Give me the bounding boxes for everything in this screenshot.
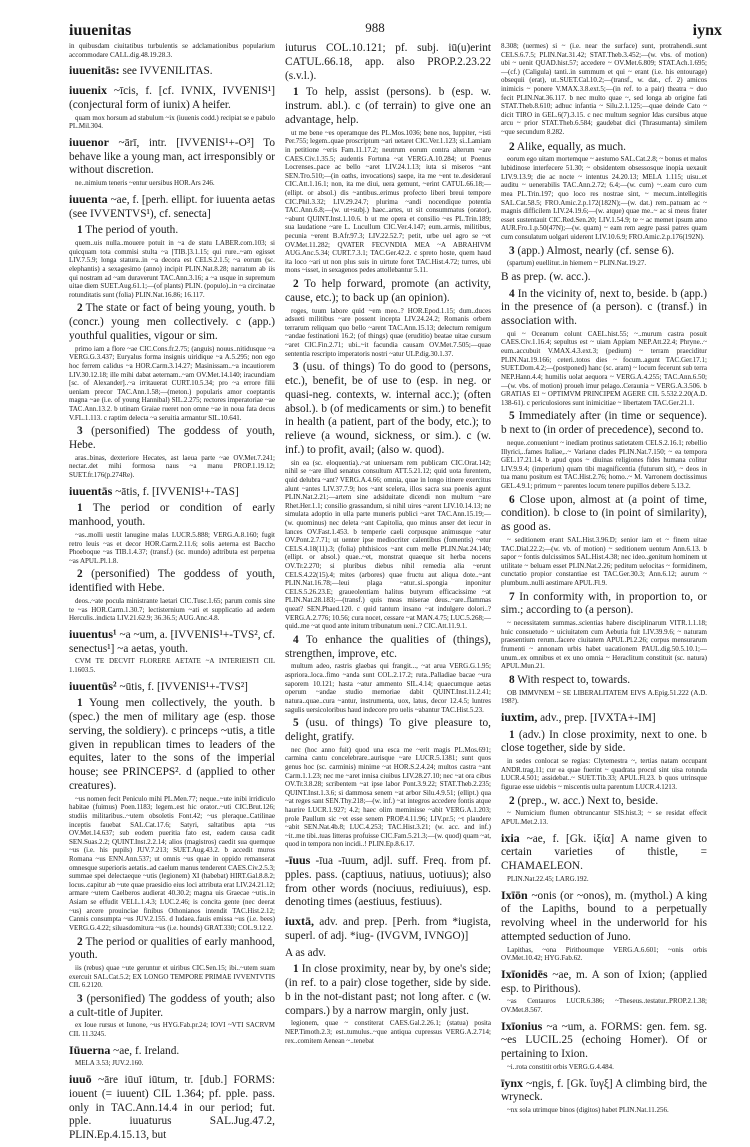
sense-number: 3 [509,244,515,257]
headword: iuuenix [69,83,108,97]
sense-number: 5 [293,717,299,730]
entry-ixia [501,831,707,884]
sense-number: 2 [77,302,83,315]
sense-definition: To help, assist (persons). b (esp. w. instrum. abl.). c (of terrain) to give one an advantage, help. [285,86,491,126]
sense [285,963,491,1018]
sense [501,674,707,688]
sense-definition: In the vicinity of, next to, beside. b (app.) in the presence of (a person). c (transf.) in association with. [501,287,708,328]
citations: neque..conueniunt ~ inediam protinus satietatem CELS.2.16.1; rebellio Illyrici,..fames Italiae,..~ Varianα clades PLIN.Nat.7.150; ~ ea tempora GEL.17.21.14. b apud quos ~ diuinas religiones fides humana colitur LIV.9.9.4; (imperium) quam tibi magnificentia (futurum sit), ~ deos in tua manu positum est TAC.Hist.2.76; homo..~ M. Varronem doctissimus GEL.4.9.1; primum ~ parentes locum tenere pupillos debere 5.13.2. [501,438,707,490]
entry-iuuentus-2 [69,679,275,1039]
column-3 [501,42,707,1119]
sense [285,717,491,745]
sense [69,993,275,1021]
citations: ~ Numicium flumen obtruncantur SIS.hist.3; ~ se residat effecit APUL.Met.2.13. [501,809,707,826]
headword: ixia [501,830,520,845]
entry-meta: ~ae, m. A son of Ixion; (applied esp. to Pirithous). [501,968,707,995]
citations: multum adeo, rastris glaebas qui frangit..., ~at arua VERG.G.1.95; aspriora..loca..fimo ~anda sunt COL.2.17.2; ruta..Palladiae bacae ~ura saporem 10.121; hasta ~atur ammento SIL.4.14; quaecumque aetas operum ~andae studio memoriae dabit QUINT.Inst.11.2.41; natura..quae..cura ~antur, instrumenta, uox, latus, decor 12.4.5; luntres sagulis uersicoloribus haud indecore pro uelis ~abantur TAC.Hist.5.23. [285,662,491,714]
sense-definition: The state or fact of being young, youth. b (concr.) young men collectively. c (app.) youthful qualities, vigour or sim. [69,302,276,342]
sense-number: 1 [509,728,515,741]
entry-meta: adv., prep. [IVXTA+-IM] [540,711,656,724]
sense-number: 5 [509,410,515,423]
sense-definition: (prep., w. acc.) Next to, beside. [517,794,659,807]
continuation-text: 8.308; (uermes) si ~ (i.e. near the surface) sunt, protrahendi..sunt CELS.6.7.5; PLIN.Nat.31.42; STAT.Theb.3.452;—(w. vbs. of motion) ubi ~ uenit QUAD.hist.57; accedere ~ OV.Met.6.809; STAT.Ach.1.695;—(cf.) (Caligula) tanti..in summum et qui ~ erant (i.e. his entourage) obsequii (erat), ut..SUET.Cal.10.2;—(transf., w. dat., cf. 2) amicos inimicis ~ ponere V.MAX.3.8.ext.5;—(in ref. to a pair) theatra ~ duo fecit PLIN.Nat.36.117. b nec multo quae ~, sed longa ab origine fati STAT.Theb.8.610; adhuc infantia ~ Silu.2.1.125;—quae deinde Cato ~ dicit TIRO in GEL.6(7).3.15. c nec multum segnior Idas cursibus atque arcu ~ prior STAT.Theb.6.584; gaudebat dici (Thrasumanta) similem ~que secundum 8.282. [501,42,707,137]
sense [69,224,275,238]
sense-definition: (app.) Almost, nearly (cf. sense 6). [517,244,675,257]
continuation-text: iuturus COL.10.121; pf. subj. iū(u)erint CATUL.66.18, app. also PROP.2.23.22 (s.v.l.). [285,42,491,82]
headword: iuuentās [69,483,113,498]
sense-number: 2 [77,935,83,948]
sense [501,410,707,438]
headword: iuuentūs² [69,678,117,693]
entry-meta: ~a ~um, a. FORMS: gen. fem. sg. ~es LUCIL.25 (echoing Homer). Of or pertaining to Ixion. [501,1020,707,1061]
citations: ~i..rota constitit orbis VERG.G.4.484. [507,1062,614,1071]
sense [69,697,275,793]
sense [69,302,275,343]
sense-definition: (adv.) In close proximity, next to one. b close together, side by side. [501,728,707,755]
entry-iuuo [69,1072,275,1143]
continuation-text: in quibusdam ciuitatibus turbulentis se adclamationibus popularium accommodare CALL.dig.48.19.28.3. [69,42,275,59]
entry-ixionius [501,1019,707,1072]
sense-definition: Close upon, almost at (a point of time, condition). b close to (in point of similarity), as good as. [501,493,707,534]
citations: Lapithas, ~ona Pirithoumque VERG.A.6.601; ~onis orbis OV.Met.10.42; HYG.Fab.62. [501,945,707,963]
citations: ~as..molli uestit lanugine malas LUCR.5.888; VERG.A.8.160; fugit retro leuis ~as et decor HOR.Carm.2.11.6; solis aeterna est Baccho Phoeboque ~as TIB.1.4.37; (transf.) (sc. mundo) adtributa est perpetua ~as APUL.Pl.1.8. [69,530,275,565]
headword: iuxtā, [285,914,315,929]
section-heading: B as prep. (w. acc.). [501,270,591,283]
citations: qui ~ Oceanum colunt CAEL.hist.55; ~..murum castra posuit CAES.Civ.1.16.4; sepultus est ~ uiam Appiam NEP.Att.22.4; Phryne..~ eum..accubuit V.MAX.4.3.ext.3; (pedium) ~ terram praeciditur PLIN.Nat.19.166; ceteri..totos dies ~ focum..agunt TAC.Ger.17.1; SUET.Dom.4.2;—(postponed) hanc (sc. aram) ~ locum fecerunt sub terra NEP.Hann.4.4; humilis uolat aequora ~ VERG.A.4.255; TAC.Ann.6.50;—(w. vbs. of motion) proueh imur pelago..Ceraunia ~ VERG.A.3.506. b GRATIAS EI ~ OPTIMVM PRINCIPEM AGERE CIL 5.532.2.20(A.D. 138-61). c periculosiores sunt inimicitiae ~ libertatem TAC.Ger.21.1. [501,329,707,407]
sense-number: 1 [77,697,83,710]
headword: iuxtim, [501,709,538,724]
sense-definition: Young men collectively, the youth. b (spec.) the men of military age (esp. those serving, the soldiery). c princeps ~utis, a title given in republican times to leaders of the equites, later to the sons of the imperial house; see PRINCEPS². d (applied to other creatures). [69,697,276,792]
sense-number: 3 [77,425,83,438]
citations: roges, tuum labore quid ~em meo..? HOR.Epod.1.15; dum..duces adsueti militibus ~are possent incepta LIV.24.24.2; Romanis orbem terrarum reliquam quo bello ~arent TAC.Ann.15.13; delectum remigum ~andae festinationi 16.2; (of things) quae (eruditio) beatae uitae cursum ~aret CIC.Fin.2.71; ubi..~it facundia causam OV.Met.7.505;—quae sententia rescripto imperatoris nostri ~atur ULP.dig.30.1.37. [285,306,491,358]
citations: eorum ego uitam mortemque ~ aestumo SAL.Cat.2.8; ~ bonus et malos lubidinose interfecere 51.30; ~ obsidentem obsessosque inopia uexauit LIV.9.13.9; die ac nocte ~ intentus 24.20.13; MELA 1.115; uisu..et auditu ~ uenerabilis TAC.Ann.2.72; 6.4;—(w. cum) ~..eam curo cum mea PL.Trin.197; quo loco res nostrae sint, ~ mecum..intellegitis SAL.Cat.58.5; FRO.Amic.2.p.172(182N);—(w. dat.) rem..patuam ac ~ magnis difficilem LIV.24.19.6;—(w. atque) quae me..~ ac si meus frater esset sustentauit CIC.Red.Sen.20; LIV.1.54.9; te ~ ac memet ipsum amo AUR.Fro.1.p.50(47N);—(w. quam) ~ eam rem aegre passi patres quam cum consulatum uolgari uiderent LIV.10.6.9; FRO.Amic.2.p.176(192N). [501,155,707,241]
entry-meta: ~ūtis, f. [IVVENIS¹+-TVS²] [119,680,248,693]
entry-meta: ~ātis, f. [IVVENIS¹+-TAS] [115,485,239,498]
entry-meta: ~ngis, f. [Gk. ἴυγξ] A climbing bird, the wryneck. [501,1077,707,1104]
entry-ixionides [501,967,707,1015]
sense-number: 1 [77,502,83,515]
sense-definition: To help forward, promote (an activity, cause, etc.); to back up (an opinion). [285,278,492,304]
citations: deos..~ate pocula ministrante laetari CIC.Tusc.1.65; parum comis sine te ~as HOR.Carm.1.30.7; lectisternium ~ati et supplicatio ad aedem Herculis..indicta LIV.21.62.9; 36.36.5; AUG.Anc.4.8. [69,596,275,623]
sense-number: 1 [293,963,299,976]
headword: -īuus [285,853,311,868]
sense-definition: Immediately after (in time or sequence). b next to (in order of precedence), second to. [501,410,707,437]
sense-definition: The period of youth. [85,224,179,237]
guide-word-right: iynx [692,22,722,39]
sense-definition: The period or qualities of early manhood, youth. [69,935,275,962]
sense-definition: (personified) The goddess of youth; also a cult-title of Jupiter. [69,992,276,1019]
entry-meta: see IVVENILITAS. [122,65,213,78]
headword: Ixīonius [501,1018,543,1033]
sense [501,795,707,809]
headword: Ixīonidēs [501,966,548,981]
citations: ex Ioue rursus et Iunone, ~us HYG.Fab.pr.24; IOVI ~VTI SACRVM CIL 11.3245. [69,1021,275,1039]
citations: ~as Centauros LUCR.6.386; ~Theseus..testatur..PROP.2.1.38; OV.Met.8.567. [501,997,707,1015]
sense-number: 6 [509,493,515,506]
sense [501,591,707,619]
citations: iis (rebus) quae ~ute geruntur et uiribus CIC.Sen.15; ibi..~utem suam exercuit SAL.Cat.5.2; EX LONGO TEMPORE PRIMAE IVVENTVTIS CIL 6.2120. [69,964,275,990]
entry-iuuentus-1 [69,627,275,675]
citations: OB IMMVNEM ~ SE LIBERALITATEM EIVS A.Epig.51.222 (A.D. 198?). [501,688,707,706]
entry-meta: ~ae, f. Ireland. [113,1044,180,1057]
sense-number: 4 [293,633,299,646]
headword: iuuenor [69,134,110,149]
citations: quem..uis nulla..mouere potuit in ~a de statu LABER.com.103; si quicquam tota commisi stulta ~a [TIB.]3.1.15; qui rure..~am egisset LIV.7.5.9; longa statura..in ~a decora est CELS.2.1.5; ~a eorum (sc. elephantis) a sexagesimo (anno) incipit PLIN.Nat.8.28; narratum ab iis qui nostram ad ~am duraverunt TAC.Ann.3.16; a ~a usque in supremum uitae diem SUET.Aug.61.1;—(of plants) PLIN. (populo)..in ~a circinatae rotunditatis sunt (folia) PLIN.Nat.16.86; 16.117. [69,239,275,299]
sense-number: 4 [509,287,515,300]
entry-meta: ~āre iūuī iūtum, tr. [dub.] FORMS: iouent (= iuuent) CIL 1.364; pf. pple. pass. only in TAC.Ann.14.4 in our period; fut. pple. iuuaturus SAL.Jug.47.2, PLIN.Ep.4.15.13, but [69,1074,275,1142]
entry-meta: ~īcis, f. [cf. IVNIX, IVVENIS¹] (conjectural form of iunix) A heifer. [69,85,275,111]
sense-number: 2 [77,568,83,581]
headword: iuuenitās: [69,63,120,78]
sense-number: 1 [293,86,299,99]
citations: aras..binas, dexteriore Hecates, ast laeua parte ~ae OV.Met.7.241; nectar..det mihi formosa naus ~a manu PROP.1.19.12; SUET.fr.176(p.274Re). [69,453,275,479]
citations: CVM TE DECVIT FLORERE AETATE ~A INTERIEISTI CIL 1.1603.5. [69,657,275,674]
entry-iuxta [285,914,491,1045]
column-2 [285,42,491,1049]
sense [285,361,491,457]
sense [501,141,707,155]
entry-iuuerna [69,1043,275,1068]
sense [69,502,275,530]
entry-meta: ~ae, f. [Gk. ἰξία] A name given to certain varieties of thistle, = CHAMAELEON. [501,832,707,873]
sense-definition: In conformity with, in proportion to, or sim.; according to (a person). [501,590,707,617]
guide-word-left: iuuenitas [69,22,132,39]
sense-number: 7 [509,590,515,603]
entry-iuuenta [69,192,275,480]
citations: MELA 3.53; JUV.2.160. [75,1059,144,1068]
sense-definition: With respect to, towards. [517,673,631,686]
section-heading: A as adv. [285,946,326,959]
citations: ~ necessitatem summas..scientias habere disciplinarum VITR.1.1.18; huic consuetudo ~ uiciuitatem cum Aebutia fuit LIV.39.9.6; ~ naturam praesentium rerum..facere ciuitatem APUL.Pl.2.26; corpus mensurarum frumenti ~ annonam urbis habet uacationem PAUL.dig.50.5.10.1;—unum..ex omnibus et ex uno omnia ~ Heraclitum constituit (sc. natura) APUL.Mun.21. [501,619,707,671]
citations: PLIN.Nat.22.45; LARG.192. [507,874,589,883]
citations: nec (hoc anno fuit) quod una esca me ~erit magis PL.Mos.691; carmina cantu concelebrare..aurisque ~are LUCR.5.1381; sunt quos genus hoc (sc. carminis) minime ~at HOR.S.2.4.24; multos castra ~ant Carm.1.1.23; nec me ~aret innisa ciuibus LIV.28.27.10; nec ~at ora cibus OV.Tr.3.8.28; scribentem ~at ipse labor Pont.3.9.22; STAT.Theb.2.235; QUINT.Inst.1.3.6; si dammosa senem ~at arbor Silu.4.9.51; (ellipt.) qua ~at reges sant SEN.Thy.218;—(w. inf.) ~at integros accedere fontis atque haurire LUCR.1.927; 4.2; haec olim meminisse ~abit VERG.A.1.203; prole Paullum sic ~et esse senem PROP.4.11.96; LIV.pr.5; ~t plaudere ~abit SEN.Nat.4b.8; LUC.4.253; TAC.Hist.3.21; (w. acc. and inf.) ~it..me tibi..tuas litteras profuisse CIC.Fam.5.21.3;—(w. quod) quam ~at, quod in tempora non incidi..! PLIN.Ep.8.6.17. [285,745,492,849]
sense [501,288,707,329]
entry-meta: ~ae, f. [perh. ellipt. for iuuenta aetas (see IVVENTVS¹), cf. senecta] [69,193,276,220]
sense [69,936,275,964]
headword: iuuō [69,1072,92,1087]
sense-definition: (personified) The goddess of youth, identified with Hebe. [69,568,275,595]
citations: ~ seditionem erant SAL.Hist.3.96.D; senior iam et ~ finem uitae TAC.Dial.22.2;—(w. vb. of motion) ~ seditionem uentum Ann.6.13. b sapor ~ fontis dulcissimos SAL.Hist.4.38; nec ideo..genitum hominem ut utilitate ~ beluam esset PLIN.Nat.2.26; peditum uelocitas ~ formidinem, cunctatio propior constantiae est TAC.Ger.30.3; Ann.6.12; aurum ~ plumbum..nulli aestimare APUL.Fl.9. [501,535,707,587]
sense [69,568,275,596]
sense-definition: (usu. of things) To give pleasure to, delight, gratify. [285,717,491,743]
sense [285,634,491,662]
sense-number: 2 [509,794,515,807]
citations: in sedes conlocat se regias: Clytemestra ~, tertias natam occupant ANDR.trag.11; cur ea quae fuerint ~ quadrata procul sint uisa rotunda LUCR.4.501; assidebat..~ SUET.Tib.33; APUL.Fl.23. b quos utrinsque figurae esse uidebis ~ miscentis uulta parentum LUCR.4.1213. [501,757,707,791]
entry-ixion [501,888,707,963]
entry-meta: ~ārī, intr. [IVVENIS¹+-O³] To behave like a young man, act irresponsibly or without discretion. [69,136,275,177]
sense-definition: Alike, equally, as much. [516,140,626,153]
headword: īynx [501,1075,524,1090]
page-number: 988 [365,20,385,35]
headword: Iūuerna [69,1042,111,1057]
entry-meta: ~onis (or ~onos), m. (mythol.) A king of the Lapiths, bound to a perpetually revolving wheel in the underworld for his attempted seduction of Juno. [501,889,707,943]
citations: ne..nimium teneris ~entur uersibus HOR.Ars 246. [75,179,215,188]
entry-iuuenix [69,83,275,131]
entry-iuuenitas [69,63,275,79]
citations: ut me bene ~es operamque des PL.Mos.1036; bene nos, Iuppiter, ~isti Per.755; legem..quae proscriptum ~ari uetaret CIC.Ver.1.123; si..Lamiam in petitione ~eris Fam.11.17.2; neutrum eorum contra alterum ~are CAES.Civ.1.35.5; audentis Fortuna ~at VERG.A.10.284; ut Poenus Locrenses..pace ac bello ~aret LIV.24.1.13; iuta si miseros ~ant SEN.Tro.510;—(in oaths, invocations) saepe, ita me ~ent te..desiderauí CIC.Att.1.16.1; non, ita me diui, uera gemunt, ~erint CATUL.66.18;—(ellipt. or absol.) dis ~antibus..erimus profecto liberi breui tempore CIC.Phil.3.32; LIV.29.24.7; plurima ~andi nocendique potentia TAC.Ann.6.8;—(w. ut+subj.) haec..artes, ut sit consummatus (orator), ~abunt QUINT.Inst.1.10.6. b ut me opera et consilio ~es PL.Trin.189; sua laudatione ~are L. Lucullum CIC.Ver.4.147; eum..armis, militibus, pecunia ~erent B.Afr.97.3; LIV.22.52.7; petit, urbe uel agro se ~et OV.Met.11.282; QVATER FECVNDIA MEA ~A ABRAHIVM AUG.Anc.5.34; CURT.7.3.1; TAC.Ger.42.2. c spreto hoste, quem haud ita loco ~ari ut non plus suis in uirtute foret TAC.Hist.4.72; turres, ubi mons ~isset, in sexagenos pedes attollebantur 5.11. [285,128,491,275]
sense [501,245,707,259]
citations: ~us nomen fecit Peniculo mihi PL.Men.77; neque..~ute inibi irridiculo habitae (fuimus) Poen.1183; legem..est hic orator..~uti CIC.Brut.126; studiis militaribus..~utem obsoletis Font.42; ~us pleraque..Catilinae inceptis fauebat SAL.Cat.17.6; Satyri, saltatibus apta ~us OV.Met.14.637; sub eodem pueritia fato est, eadem causa cadit SEN.Suas.2.2; QUINT.Inst.2.2.14; alios (magistros) caedit sua quemque ~us (i.e. his pupils) JUV.7.213; SUET.Aug.43.2. b accedit muros Romana ~us ENN.Ann.537; ut omnis ~us quae in oppido remanserat omnesque superioris aetatis..ad caelum manus tenderent CAES.Civ.2.5.3; summae spei delectaeque ~utis (legionem) XI (habebat) HIRT.Gal.8.8.2; locus..capitur ab ~ute quae praesidio eius loci attributa erat LIV.24.21.12; armare ~utem Caelberos audierat 40.30.2; magna uis Graecae ~utis..in Asiam se effudit VELL.1.4.3; LUC.2.46; is concita gente (nec deerat ~us) arcere prouinciae finibus Othonianos intendit TAC.Hist.2.12; Cannis consumpta ~us JUV.2.155. d Iudaea..fauis emissa ~us (i.e. bees) VERG.G.4.22; siluasdomitura ~us (i.e. hounds) GRAT.330; COL.9.12.2. [69,794,276,932]
entry-iuuentas [69,484,275,623]
sense-number: 1 [77,224,83,237]
sense [501,729,707,757]
sense-number: 2 [509,140,515,153]
sense-definition: The period or condition of early manhood, youth. [69,502,275,529]
citations: (spartum) euellitur..in hiemem ~ PLIN.Nat.19.27. [507,259,647,268]
citations: ~nx sola utrimque binos (digitos) habet PLIN.Nat.11.256. [507,1106,669,1115]
sense-definition: To enhance the qualities of (things), strengthen, improve, etc. [285,633,491,660]
sense-definition: In close proximity, near by, by one's side; (in ref. to a pair) close together, side by side. b in the not-distant past; not long after. c (w. compars.) by a narrow margin, only just. [285,963,491,1017]
citations: quam mox horsum ad stabulum ~ix (iuuenis codd.) recipiat se e pabulo PL.Mil.304. [69,113,275,131]
sense [285,278,491,306]
sense-definition: (usu. of things) To do good to (persons, etc.), benefit, be of use to (esp. in neg. or quasi-neg. contexts, w. internal acc.); (often absol.). b (of medicaments or sim.) to benefit in health (a patient, part of the body, etc.); to relieve (a wound, sickness, or sim.). c (w. inf.) to profit, avail; (also w. quod). [285,361,491,456]
sense-number: 3 [293,361,299,374]
citations: primo iam a flore ~ae CIC.Cons.fr.2.75; (anguis) nouus..nitidusque ~a VERG.G.3.437; Euryalus forma insignis uiridique ~a A.5.295; non ego hoc ferrem calidus ~a HOR.Carm.3.14.27; Masinissam..~a incautiorem LIV.30.12.18; ille mihi dabat aeternam..~am OV.Met.14.140; iracundiam [sc. of Alexander]..~a irritauerat CURT.10.5.34; pro ~a errore filii ueniam precor TAC.Ann.1.58;—(meton.) popularis amor coeptantis magna ~ae (i.e. of young Hannibal) SIL.2.275; rectores imperatoriae ~ae TAC.Ann.13.2. b utinam Graiae rueret non omne ~ae in noua fata decus V.FL.1.113. c raptim delecta ~a seruitia armantur SIL.10.641. [69,344,275,422]
citations: sin ea (sc. eloquentia)..~at uniuersam rem publicam CIC.Orat.142; nihil se ~are illud senatus consultum ATT.5.21.12; quid uota furentem, quid delubra ~ant? VERG.A.4.66; omnia, quae in longo itinere exercitus alunt ~antes LIV.37.7.9; hos ~ant scelera, illos sacra sua poenis agunt PLIN.Nat.2.21;—artem sine adsiduitate dicendi non multum ~are Rhet.Her.1.1; consilio grassandum, si nihil uires ~arent LIV.10.14.13; ne simulata adoptio in ulla parte muneris publici ~aret TAC.Ann.15.19;—(w. quominus) nec deleta ~ant Capitolia, quo minus anser det iecur in lances OV.Fast.1.453. b temperie caeli corpusque animusque ~atur OV.Pont.2.7.71; ut uenter ipse mediocriter calentibus (fomentis) ~etur CELS.4.18(11).3; (folia) phthisicos ~ant cum melle PLIN.Nat.24.140; (ellipt. or absol.) quae..~et, monstrat quaeque sit herba nocens OV.Tr.2.270; si pluribus diebus nihil remedia alia ~erunt CELS.4.22(15).4; mites (arbores) quae fructu aut aliqua dote..~ant PLIN.Nat.16.78;—leui plaga ~atur..si..spongia inponitur CELS.5.26.23.E; graueolentiam halitus butyrum efficacissime ~at PLIN.Nat.28.183;—(transf.) quis meas miserae deus..~are..flammas queat? SEN.Phaed.120. c quid tantum insano ~at indulgere dolori..? VERG.A.2.776; 10.56; cura nocet, cessare ~at MAN.4.75; LUC.5.268;—quid..me ~at quod ante initum tribunatum ueni..? CIC.Att.11.9.1. [285,458,491,631]
entry-iuxtim [501,710,707,827]
sense-number: 2 [293,278,299,291]
headword: Ixīōn [501,887,528,902]
sense [285,86,491,127]
sense-number: 3 [77,992,83,1005]
sense [501,494,707,535]
column-1 [69,42,275,1147]
headword: iuuenta [69,191,108,206]
sense-definition: (personified) The goddess of youth, Hebe. [69,425,275,451]
citations: legionem, quae ~ constiterat CAES.Gal.2.26.1; (statua) posita NEP.Timoth.2.3; est..tumulus..~que antiqua cupressus VERG.A.2.714; rex..comitem Aenean ~..tenebat [285,1019,491,1045]
entry-meta: ~a ~um, a. [IVVENIS¹+-TVS², cf. senectus¹] ~a aetas, youth. [69,628,276,655]
entry-iuuenor [69,135,275,188]
entry-iynx [501,1076,707,1115]
entry-meta: -īua -īuum, adjl. suff. Freq. from pf. pples. pass. (captiuus, natiuus, uotiuus); also from other words (nociuus, rediuiuus), esp. denoting times (aestiuus, festiuus). [285,855,492,909]
headword: iuuentus¹ [69,626,117,641]
entry-iuus-suffix [285,853,491,910]
sense-number: 8 [509,673,515,686]
sense [69,425,275,453]
entry-meta: adv. and prep. [Perh. from *iugista, superl. of adj. *iug- (IVGVM, IVNGO)] [285,916,491,942]
